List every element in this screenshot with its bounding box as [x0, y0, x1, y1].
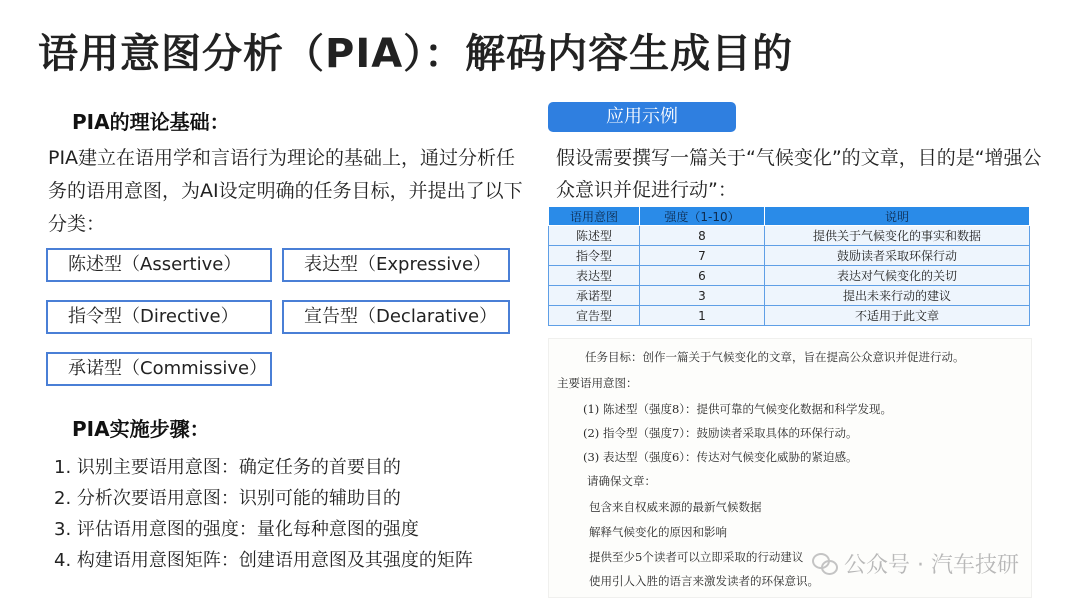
- category-expressive: 表达型（Expressive）: [282, 248, 510, 282]
- watermark-text: 公众号 · 汽车技研: [844, 553, 1019, 578]
- table-cell: 提出未来行动的建议: [765, 286, 1030, 306]
- scan-line: 解释气候变化的原因和影响: [589, 525, 727, 539]
- table-cell: 8: [640, 226, 765, 246]
- step-item: 4. 构建语用意图矩阵：创建语用意图及其强度的矩阵: [54, 550, 473, 571]
- table-row: [549, 246, 1030, 266]
- table-header-row: [549, 207, 1030, 226]
- example-text: 假设需要撰写一篇关于“气候变化”的文章，目的是“增强公众意识并促进行动”：: [556, 147, 1042, 201]
- step-item: 3. 评估语用意图的强度：量化每种意图的强度: [54, 519, 419, 540]
- table-header: 语用意图: [549, 207, 640, 226]
- scan-line: 请确保文章：: [587, 474, 656, 488]
- table-header: 说明: [765, 207, 1030, 226]
- scan-line: 主要语用意图：: [557, 376, 638, 390]
- scan-line: 任务目标：创作一篇关于气候变化的文章，旨在提高公众意识并促进行动。: [585, 350, 965, 364]
- table-header: 强度（1-10）: [640, 207, 765, 226]
- wechat-logo-icon: [812, 553, 838, 575]
- category-commissive: 承诺型（Commissive）: [46, 352, 272, 386]
- steps-list: [54, 452, 473, 576]
- category-declarative: 宣告型（Declarative）: [282, 300, 510, 334]
- table-cell: 6: [640, 266, 765, 286]
- table-cell: 宣告型: [549, 306, 640, 326]
- page-title: 语用意图分析（PIA）：解码内容生成目的: [38, 31, 794, 77]
- scan-line: (3) 表达型（强度6）：传达对气候变化威胁的紧迫感。: [583, 450, 858, 464]
- table-cell: 鼓励读者采取环保行动: [765, 246, 1030, 266]
- table-cell: 表达型: [549, 266, 640, 286]
- scan-line: 使用引人入胜的语言来激发读者的环保意识。: [589, 574, 819, 588]
- table-row: [549, 286, 1030, 306]
- table-row: [549, 306, 1030, 326]
- scan-line: 提供至少5个读者可以立即采取的行动建议: [589, 550, 804, 564]
- table-cell: 指令型: [549, 246, 640, 266]
- watermark: [812, 548, 1019, 579]
- scan-line: (1) 陈述型（强度8）：提供可靠的气候变化数据和科学发现。: [583, 402, 893, 416]
- table-cell: 表达对气候变化的关切: [765, 266, 1030, 286]
- table-cell: 1: [640, 306, 765, 326]
- table-cell: 3: [640, 286, 765, 306]
- table-cell: 提供关于气候变化的事实和数据: [765, 226, 1030, 246]
- scan-line: 包含来自权威来源的最新气候数据: [589, 500, 762, 514]
- intent-table: [548, 206, 1030, 326]
- step-item: 1. 识别主要语用意图：确定任务的首要目的: [54, 457, 401, 478]
- step-item: 2. 分析次要语用意图：识别可能的辅助目的: [54, 488, 401, 509]
- example-label: 应用示例: [548, 102, 736, 132]
- basis-text: PIA建立在语用学和言语行为理论的基础上，通过分析任务的语用意图，为AI设定明确的任务目标，并提出了以下分类：: [48, 147, 523, 235]
- category-assertive: 陈述型（Assertive）: [46, 248, 272, 282]
- table-row: [549, 226, 1030, 246]
- category-directive: 指令型（Directive）: [46, 300, 272, 334]
- table-cell: 陈述型: [549, 226, 640, 246]
- steps-heading: PIA实施步骤：: [72, 417, 210, 441]
- table-row: [549, 266, 1030, 286]
- table-cell: 不适用于此文章: [765, 306, 1030, 326]
- table-cell: 7: [640, 246, 765, 266]
- table-cell: 承诺型: [549, 286, 640, 306]
- basis-heading: PIA的理论基础：: [72, 110, 230, 134]
- scan-line: (2) 指令型（强度7）：鼓励读者采取具体的环保行动。: [583, 426, 858, 440]
